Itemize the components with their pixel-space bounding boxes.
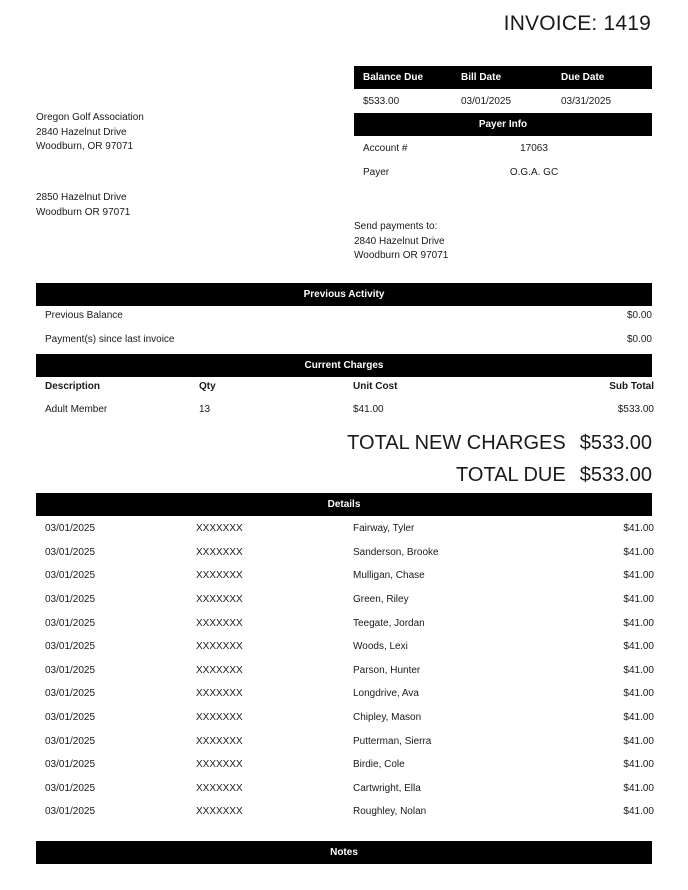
detail-name: Mulligan, Chase (353, 570, 425, 582)
unit-cost-column-header: Unit Cost (353, 381, 398, 392)
sub-total-column-header: Sub Total (609, 381, 654, 392)
detail-date: 03/01/2025 (45, 782, 96, 794)
detail-code: XXXXXXX (196, 664, 243, 676)
send-payments-line: Send payments to: (354, 221, 438, 232)
detail-name: Cartwright, Ella (353, 782, 421, 794)
description-column-header: Description (45, 381, 101, 392)
detail-code: XXXXXXX (196, 782, 243, 794)
table-row (36, 753, 654, 777)
detail-date: 03/01/2025 (45, 664, 96, 676)
notes-header: Notes (36, 841, 652, 864)
detail-date: 03/01/2025 (45, 641, 96, 653)
current-charges-header: Current Charges (36, 354, 652, 377)
send-payments-address (354, 220, 448, 264)
detail-name: Longdrive, Ava (353, 688, 419, 700)
payments-since-row (36, 328, 652, 351)
detail-name: Parson, Hunter (353, 664, 421, 676)
total-new-charges-label: TOTAL NEW CHARGES (347, 432, 566, 454)
total-due (456, 464, 652, 487)
table-row (36, 659, 654, 683)
payer-info-header: Payer Info (354, 113, 652, 136)
detail-amount: $41.00 (623, 641, 654, 653)
detail-date: 03/01/2025 (45, 594, 96, 606)
detail-amount: $41.00 (623, 664, 654, 676)
detail-amount: $41.00 (623, 806, 654, 818)
to-address-line: Woodburn OR 97071 (36, 206, 131, 218)
balance-due-header: Balance Due (363, 72, 424, 83)
table-row (36, 800, 654, 824)
charge-row (36, 398, 654, 421)
table-row (36, 611, 654, 635)
detail-date: 03/01/2025 (45, 570, 96, 582)
detail-date: 03/01/2025 (45, 523, 96, 535)
table-row (36, 682, 654, 706)
summary-values-row (354, 89, 652, 113)
payments-since-value: $0.00 (626, 334, 652, 345)
payments-since-label: Payment(s) since last invoice (45, 334, 175, 345)
table-row (36, 729, 654, 753)
bill-date-header: Bill Date (461, 72, 502, 83)
payer-row (354, 160, 652, 184)
detail-date: 03/01/2025 (45, 688, 96, 700)
detail-date: 03/01/2025 (45, 617, 96, 629)
total-new-charges-value: $533.00 (579, 432, 652, 454)
table-row (36, 706, 654, 730)
from-address-line: 2840 Hazelnut Drive (36, 126, 127, 138)
detail-code: XXXXXXX (196, 594, 243, 606)
detail-amount: $41.00 (623, 617, 654, 629)
send-payments-line: 2840 Hazelnut Drive (354, 235, 445, 247)
charge-qty: 13 (199, 404, 211, 415)
detail-name: Chipley, Mason (353, 712, 422, 724)
table-row (36, 635, 654, 659)
account-row (354, 136, 652, 160)
total-new-charges (347, 432, 652, 455)
summary-table (354, 66, 652, 184)
detail-date: 03/01/2025 (45, 546, 96, 558)
detail-name: Green, Riley (353, 594, 409, 606)
charges-column-headers (36, 375, 654, 398)
detail-code: XXXXXXX (196, 617, 243, 629)
table-row (36, 564, 654, 588)
detail-code: XXXXXXX (196, 570, 243, 582)
to-address (36, 191, 130, 220)
bill-date-value: 03/01/2025 (461, 95, 512, 107)
details-table (36, 517, 654, 824)
due-date-value: 03/31/2025 (561, 95, 612, 107)
detail-date: 03/01/2025 (45, 735, 96, 747)
details-header: Details (36, 493, 652, 516)
detail-name: Fairway, Tyler (353, 523, 415, 535)
detail-date: 03/01/2025 (45, 759, 96, 771)
detail-code: XXXXXXX (196, 641, 243, 653)
qty-column-header: Qty (199, 381, 216, 392)
detail-code: XXXXXXX (196, 712, 243, 724)
from-address-line: Woodburn, OR 97071 (36, 141, 134, 152)
previous-balance-value: $0.00 (626, 310, 652, 321)
due-date-header: Due Date (561, 72, 605, 83)
detail-code: XXXXXXX (196, 546, 243, 558)
previous-activity-header: Previous Activity (36, 283, 652, 306)
detail-name: Woods, Lexi (353, 641, 408, 653)
detail-name: Teegate, Jordan (353, 617, 425, 629)
detail-amount: $41.00 (623, 523, 654, 535)
detail-amount: $41.00 (623, 735, 654, 747)
balance-due-value: $533.00 (363, 95, 400, 107)
charge-sub-total: $533.00 (617, 404, 654, 415)
account-value: 17063 (520, 142, 548, 154)
detail-name: Roughley, Nolan (353, 806, 427, 818)
detail-name: Birdie, Cole (353, 759, 405, 771)
detail-code: XXXXXXX (196, 806, 243, 818)
table-row (36, 777, 654, 801)
previous-balance-label: Previous Balance (45, 310, 123, 321)
from-address (36, 111, 144, 155)
table-row (36, 517, 654, 541)
detail-code: XXXXXXX (196, 759, 243, 771)
detail-amount: $41.00 (623, 688, 654, 700)
detail-code: XXXXXXX (196, 735, 243, 747)
detail-name: Sanderson, Brooke (353, 546, 439, 558)
detail-amount: $41.00 (623, 594, 654, 606)
detail-date: 03/01/2025 (45, 806, 96, 818)
to-address-line: 2850 Hazelnut Drive (36, 192, 127, 203)
send-payments-line: Woodburn OR 97071 (354, 250, 449, 261)
from-address-line: Oregon Golf Association (36, 112, 144, 123)
table-row (36, 541, 654, 565)
detail-name: Putterman, Sierra (353, 735, 432, 747)
table-row (36, 588, 654, 612)
total-due-value: $533.00 (579, 464, 652, 486)
previous-balance-row (36, 304, 652, 327)
total-due-label: TOTAL DUE (456, 464, 566, 486)
detail-amount: $41.00 (623, 782, 654, 794)
detail-amount: $41.00 (623, 712, 654, 724)
payer-value: O.G.A. GC (509, 166, 559, 178)
detail-code: XXXXXXX (196, 688, 243, 700)
detail-amount: $41.00 (623, 546, 654, 558)
charge-description: Adult Member (45, 404, 108, 415)
detail-amount: $41.00 (623, 570, 654, 582)
detail-code: XXXXXXX (196, 523, 243, 535)
payer-label: Payer (363, 166, 390, 178)
invoice-title: INVOICE: 1419 (503, 12, 651, 35)
detail-date: 03/01/2025 (45, 712, 96, 724)
detail-amount: $41.00 (623, 759, 654, 771)
charge-unit-cost: $41.00 (353, 404, 384, 415)
summary-header-row (354, 66, 652, 89)
account-label: Account # (363, 142, 408, 154)
